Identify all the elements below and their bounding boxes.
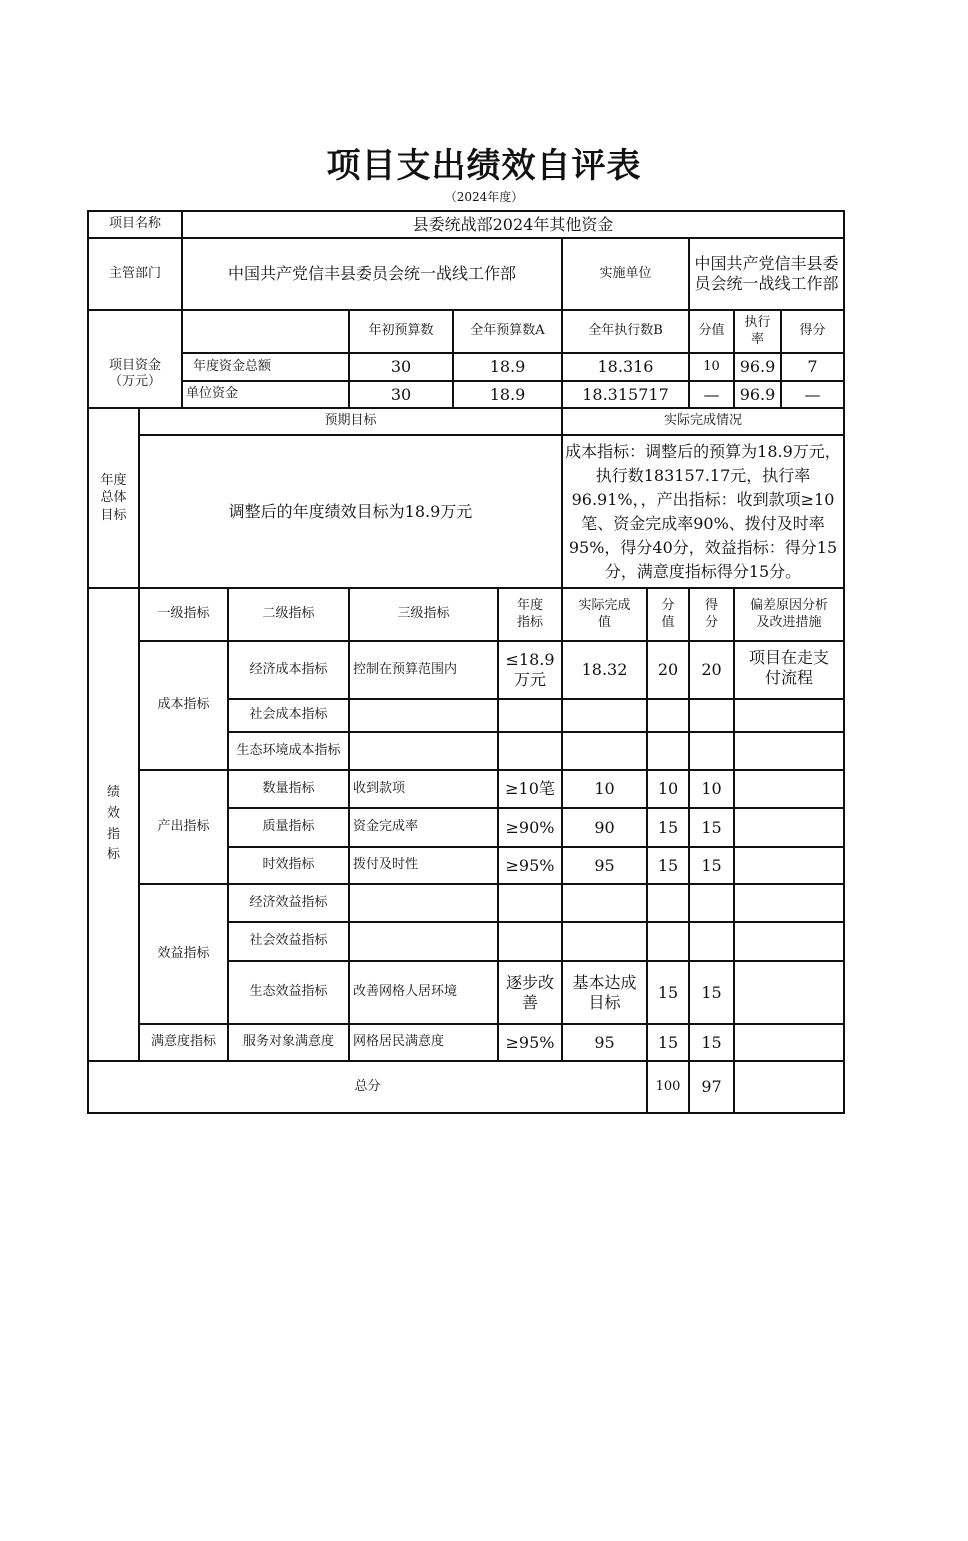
funds-header-budget-a: 全年预算数A [453,310,562,353]
indicators-label-char: 绩 [106,784,120,800]
funds-row-score: 7 [781,353,844,381]
level3-cell [349,732,498,770]
funds-header-initial: 年初预算数 [349,310,453,353]
level3-cell: 拨付及时性 [349,847,498,884]
score-cell: 10 [689,770,734,808]
indicators-label-char: 指 [106,826,120,842]
score-cell [689,699,734,732]
actual-cell [562,884,647,922]
deviation-cell: 项目在走支付流程 [734,641,844,699]
goals-label-line: 目标 [100,507,127,523]
goals-label-line: 总体 [100,490,127,506]
level2-cell: 时效指标 [228,847,349,884]
header-level2: 二级指标 [228,588,349,641]
funds-header-points: 分值 [689,310,734,353]
funds-header-rate: 执行率 [734,310,781,353]
funds-row-points: 10 [689,353,734,381]
annual-cell [498,699,562,732]
score-cell: 15 [689,808,734,847]
level2-cell: 社会成本指标 [228,699,349,732]
goals-label [88,408,139,588]
points-cell [647,732,689,770]
level2-cell: 质量指标 [228,808,349,847]
funds-row-initial: 30 [349,353,453,381]
score-cell [689,732,734,770]
funds-row-name: 单位资金 [182,381,349,408]
level3-cell [349,884,498,922]
deviation-cell [734,808,844,847]
funds-header-score: 得分 [781,310,844,353]
goals-label-line: 年度 [100,472,127,488]
score-cell: 15 [689,1024,734,1061]
actual-cell: 90 [562,808,647,847]
header-level3: 三级指标 [349,588,498,641]
level2-cell: 数量指标 [228,770,349,808]
score-cell: 15 [689,961,734,1024]
indicators-section-label [88,588,139,1061]
points-cell [647,699,689,732]
actual-cell: 基本达成目标 [562,961,647,1024]
deviation-cell [734,732,844,770]
funds-row-budget-a: 18.9 [453,353,562,381]
points-cell: 15 [647,808,689,847]
level3-cell: 控制在预算范围内 [349,641,498,699]
deviation-cell [734,884,844,922]
annual-cell [498,884,562,922]
score-cell [689,884,734,922]
score-cell: 15 [689,847,734,884]
actual-cell [562,732,647,770]
deviation-cell [734,922,844,961]
points-cell: 20 [647,641,689,699]
funds-header-blank [182,310,349,353]
level3-cell [349,699,498,732]
points-cell [647,922,689,961]
points-cell: 10 [647,770,689,808]
page-title: 项目支出绩效自评表 [326,146,642,186]
level3-cell: 收到款项 [349,770,498,808]
points-cell [647,884,689,922]
funds-label-line1: 项目资金 [108,357,161,373]
project-name-label: 项目名称 [88,211,182,238]
funds-header-exec-b: 全年执行数B [562,310,689,353]
annual-cell: ≥90% [498,808,562,847]
funds-label-line2: （万元） [108,374,161,389]
actual-cell: 10 [562,770,647,808]
level1-output: 产出指标 [139,770,228,884]
funds-row-points: — [689,381,734,408]
points-cell: 15 [647,847,689,884]
impl-unit-value: 中国共产党信丰县委员会统一战线工作部 [689,238,844,310]
points-cell: 15 [647,1024,689,1061]
indicators-label-char: 标 [106,847,120,863]
annual-cell [498,922,562,961]
deviation-cell [734,961,844,1024]
annual-cell [498,732,562,770]
impl-unit-label: 实施单位 [562,238,689,310]
level1-cost: 成本指标 [139,641,228,770]
goals-actual-text: 成本指标：调整后的预算为18.9万元，执行数183157.17元，执行率96.91%，，产出指标：收到款项≥10笔、资金完成率90%、拨付及时率95%，得分40分，效益指标：得分15分，满意度指标得分15分。 [562,435,844,588]
level2-cell: 经济效益指标 [228,884,349,922]
dept-value: 中国共产党信丰县委员会统一战线工作部 [182,238,562,310]
deviation-cell [734,1024,844,1061]
funds-row-budget-a: 18.9 [453,381,562,408]
deviation-cell [734,770,844,808]
funds-row-score: — [781,381,844,408]
level1-benefit: 效益指标 [139,884,228,1024]
annual-cell: ≥10笔 [498,770,562,808]
level3-cell: 改善网格人居环境 [349,961,498,1024]
score-cell: 20 [689,641,734,699]
total-score: 97 [689,1061,734,1113]
funds-row-rate: 96.9 [734,353,781,381]
level1-satisfaction: 满意度指标 [139,1024,228,1061]
header-points: 分值 [647,588,689,641]
header-deviation: 偏差原因分析及改进措施 [734,588,844,641]
level2-cell: 生态环境成本指标 [228,732,349,770]
total-deviation [734,1061,844,1113]
project-name-value: 县委统战部2024年其他资金 [182,211,844,238]
funds-row-initial: 30 [349,381,453,408]
level2-cell: 服务对象满意度 [228,1024,349,1061]
score-cell [689,922,734,961]
actual-cell [562,699,647,732]
annual-cell: ≤18.9万元 [498,641,562,699]
level3-cell: 资金完成率 [349,808,498,847]
level3-cell [349,922,498,961]
header-annual: 年度指标 [498,588,562,641]
funds-row-exec-b: 18.315717 [562,381,689,408]
actual-cell: 95 [562,1024,647,1061]
total-label: 总分 [88,1061,647,1113]
annual-cell: ≥95% [498,1024,562,1061]
header-level1: 一级指标 [139,588,228,641]
dept-label: 主管部门 [88,238,182,310]
page-subtitle-year: （2024年度） [444,190,524,204]
deviation-cell [734,699,844,732]
actual-cell: 18.32 [562,641,647,699]
total-points: 100 [647,1061,689,1113]
header-score: 得分 [689,588,734,641]
indicators-label-char: 效 [106,805,120,821]
goals-actual-header: 实际完成情况 [562,408,844,435]
funds-label [88,310,182,408]
level2-cell: 生态效益指标 [228,961,349,1024]
level2-cell: 经济成本指标 [228,641,349,699]
funds-row-rate: 96.9 [734,381,781,408]
header-actual: 实际完成值 [562,588,647,641]
goals-expected-text: 调整后的年度绩效目标为18.9万元 [139,435,562,588]
annual-cell: ≥95% [498,847,562,884]
actual-cell: 95 [562,847,647,884]
funds-row-name: 年度资金总额 [182,353,349,381]
actual-cell [562,922,647,961]
points-cell: 15 [647,961,689,1024]
funds-row-exec-b: 18.316 [562,353,689,381]
annual-cell: 逐步改善 [498,961,562,1024]
goals-expected-header: 预期目标 [139,408,562,435]
level3-cell: 网格居民满意度 [349,1024,498,1061]
level2-cell: 社会效益指标 [228,922,349,961]
deviation-cell [734,847,844,884]
